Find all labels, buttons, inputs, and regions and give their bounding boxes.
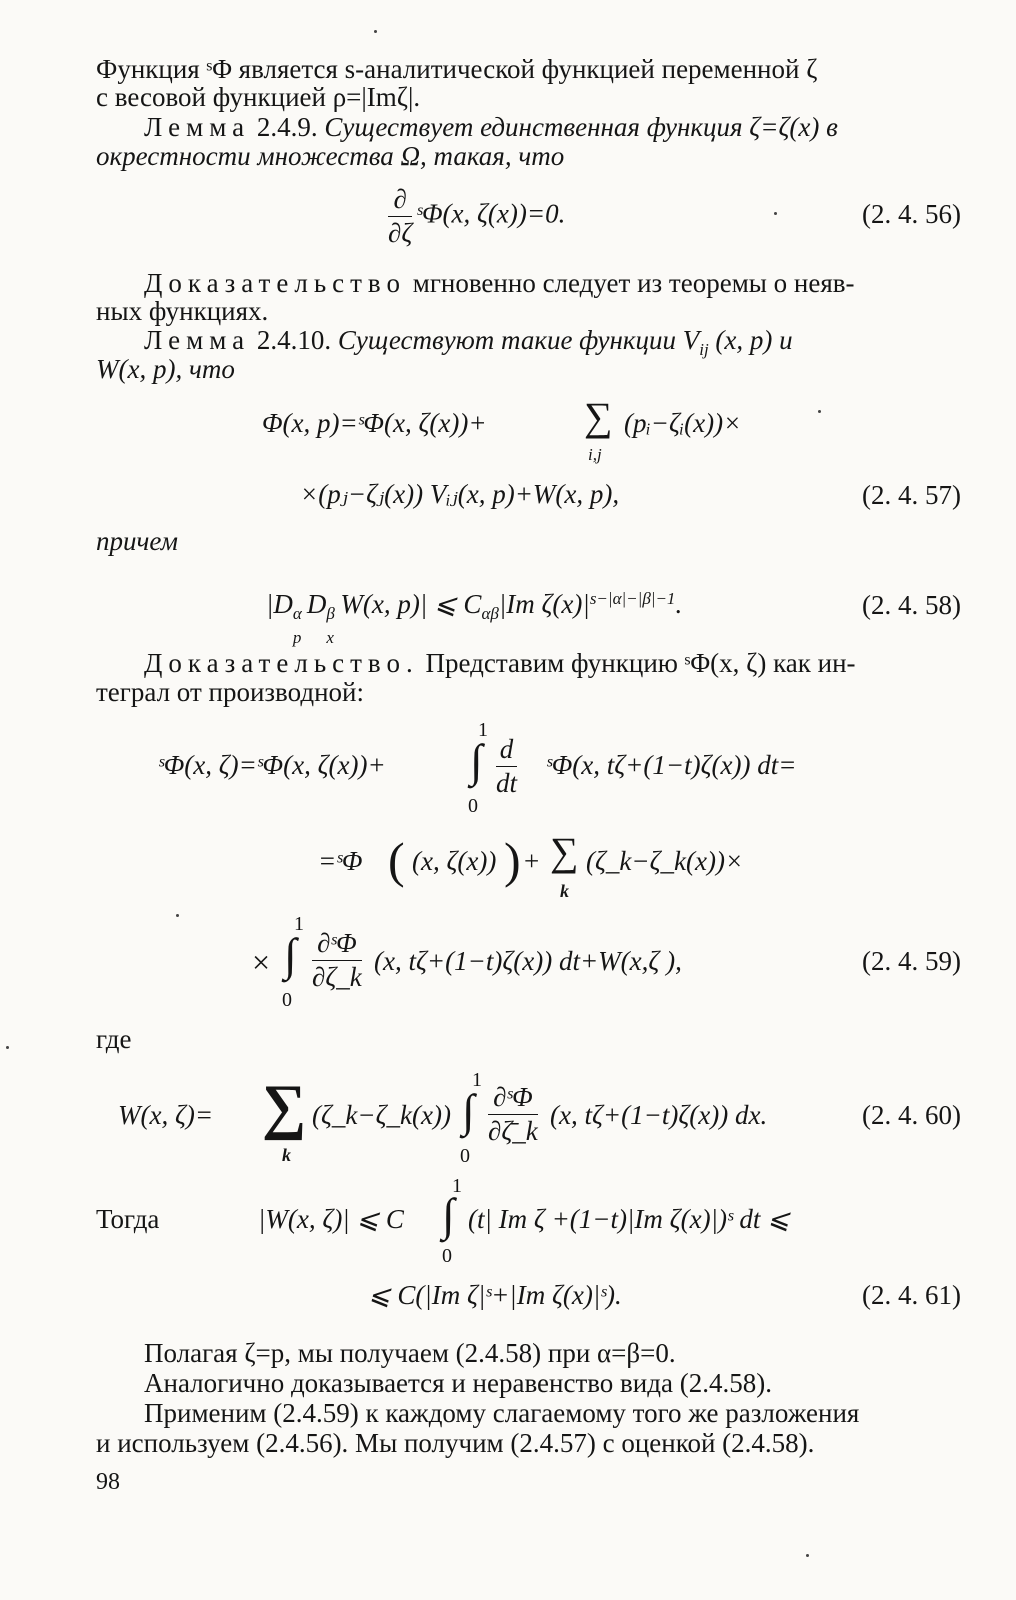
- scan-speck: [818, 410, 821, 413]
- eq-part: D: [306, 589, 327, 619]
- fraction: [496, 736, 517, 797]
- equation-number: (2. 4. 61): [862, 1280, 961, 1310]
- fraction-denominator: ∂ζ̄_k: [488, 1116, 538, 1146]
- page-number: 98: [96, 1469, 120, 1495]
- integral-upper-limit: 1: [294, 913, 304, 935]
- lemma-text-line: W(x, p), что: [96, 354, 235, 384]
- proof-text: мгновенно следует из теоремы о неяв-: [412, 268, 855, 298]
- big-paren-group: [388, 832, 405, 888]
- exponent: s−|α|−|β|−1: [589, 589, 676, 608]
- lemma-number: 2.4.10.: [256, 325, 332, 355]
- equation-2-4-60-mid: (ζ_k−ζ_k(x)): [312, 1100, 451, 1130]
- equation-2-4-57-line-1b: (pᵢ−ζᵢ(x))×: [624, 408, 742, 438]
- fraction: [488, 1084, 538, 1145]
- text-line: Полагая ζ=p, мы получаем (2.4.58) при α=β=0.: [144, 1338, 676, 1368]
- fraction-numerator: ∂ˢΦ: [312, 930, 362, 961]
- fraction: [388, 186, 412, 247]
- equation-2-4-59-line-1b: ˢΦ(x, tζ+(1−t)ζ(x)) dt=: [546, 750, 797, 780]
- proof-label: Доказательство: [144, 268, 406, 298]
- eq-part: |Im ζ(x)|: [498, 589, 590, 619]
- lemma-text: Существует единственная функция ζ=ζ(x) в: [324, 112, 838, 142]
- equation-body: ˢΦ(x, ζ(x))=0.: [416, 198, 566, 229]
- fraction-numerator: ∂ˢΦ: [488, 1084, 538, 1115]
- paren: (: [388, 832, 405, 888]
- proof-1: [144, 270, 855, 297]
- equation-number: (2. 4. 60): [862, 1100, 961, 1130]
- sum-index: i,j: [588, 445, 602, 464]
- fraction-numerator: d: [496, 736, 517, 767]
- eq-part: W(x, p)| ⩽ C: [340, 589, 482, 619]
- lemma-text: Существуют такие функции V: [337, 325, 700, 355]
- equation-2-4-59-line-2a: =ˢΦ: [318, 846, 363, 876]
- equation-2-4-60-lhs: W(x, ζ)=: [118, 1100, 214, 1130]
- equation-number: (2. 4. 56): [862, 199, 961, 229]
- integral-lower-limit: 0: [442, 1245, 452, 1267]
- big-paren-close: ): [504, 832, 521, 888]
- proof-2: [144, 650, 856, 677]
- subscript: x: [326, 628, 334, 647]
- text-line: Функция ˢΦ является s-аналитической функцией переменной ζ: [96, 54, 818, 84]
- text-line: причем: [96, 526, 178, 556]
- equation-2-4-56: [384, 186, 565, 247]
- sum-symbol: ∑: [584, 394, 613, 439]
- text-line: Применим (2.4.59) к каждому слагаемому того же разложения: [144, 1398, 860, 1428]
- subscript: αβ: [481, 604, 499, 623]
- eq-part: |D: [266, 589, 293, 619]
- integral-sign: ∫: [442, 1189, 455, 1240]
- equation-2-4-57-line-2: ×(pⱼ−ζⱼ(x)) Vᵢⱼ(x, p)+W(x, p),: [300, 479, 620, 509]
- sum-index: k: [282, 1145, 291, 1165]
- equation-2-4-61-line-1a: |W(x, ζ)| ⩽ C: [258, 1204, 404, 1234]
- text-line: Аналогично доказывается и неравенство вида (2.4.58).: [144, 1368, 772, 1398]
- equation-2-4-59-line-3b: (x, tζ+(1−t)ζ(x)) dt+W(x,ζ ),: [374, 946, 682, 976]
- scan-speck: [176, 914, 179, 917]
- integral-upper-limit: 1: [478, 719, 488, 741]
- scan-speck: [6, 1046, 9, 1049]
- lemma-number: 2.4.9.: [256, 112, 318, 142]
- equation-number: (2. 4. 59): [862, 946, 961, 976]
- text-line: и используем (2.4.56). Мы получим (2.4.57) с оценкой (2.4.58).: [96, 1428, 815, 1458]
- scan-speck: [374, 30, 377, 33]
- integral-sign: ∫: [470, 735, 483, 786]
- equation-2-4-57-line-1a: Φ(x, p)=ˢΦ(x, ζ(x))+: [262, 408, 487, 438]
- text-line: Тогда: [96, 1204, 160, 1234]
- lemma-2-4-10: [144, 327, 793, 358]
- scan-speck: [806, 1554, 809, 1557]
- integral-upper-limit: 1: [472, 1069, 482, 1091]
- integral-sign: ∫: [462, 1085, 475, 1136]
- times-sign: ×: [252, 944, 271, 980]
- scan-speck: [774, 212, 777, 215]
- text-line: теграл от производной:: [96, 677, 364, 707]
- text-line: где: [96, 1024, 132, 1054]
- lemma-text-line: окрестности множества Ω, такая, что: [96, 141, 565, 171]
- fraction-denominator: ∂ζ: [388, 218, 413, 248]
- fraction: [488, 1084, 538, 1145]
- lemma-2-4-9: [144, 114, 838, 141]
- proof-text: Представим функцию ˢΦ(x, ζ) как ин-: [425, 648, 856, 678]
- equation-2-4-61-line-2: ⩽ C(|Im ζ|ˢ+|Im ζ(x)|ˢ).: [368, 1280, 622, 1310]
- equation-2-4-59-line-1a: ˢΦ(x, ζ)=ˢΦ(x, ζ(x))+: [158, 750, 386, 780]
- integral-sign: ∫: [284, 929, 297, 980]
- equation-number: (2. 4. 57): [862, 480, 961, 510]
- subscript: p: [292, 628, 302, 647]
- fraction-numerator: ∂: [388, 186, 412, 217]
- integral-lower-limit: 0: [468, 795, 478, 817]
- eq-part: .: [675, 589, 683, 619]
- integral-upper-limit: 1: [452, 1175, 462, 1197]
- equation-2-4-59-line-2b: (x, ζ(x)): [412, 846, 497, 876]
- sum-index: k: [560, 881, 569, 901]
- equation-number: (2. 4. 58): [862, 590, 961, 620]
- text-line: ных функциях.: [96, 296, 269, 326]
- fraction-denominator: dt: [496, 768, 518, 798]
- equation-2-4-59-line-2d: (ζ_k−ζ_k(x))×: [586, 846, 744, 876]
- integral-lower-limit: 0: [460, 1145, 470, 1167]
- lemma-subscript: ij: [699, 340, 709, 359]
- fraction: [312, 930, 362, 991]
- lemma-label: Лемма: [144, 325, 251, 355]
- lemma-text: (x, p) и: [715, 325, 793, 355]
- sum-symbol: ∑: [550, 829, 579, 874]
- superscript: α: [292, 604, 302, 623]
- equation-2-4-60-rhs: (x, tζ+(1−t)ζ(x)) dx.: [550, 1100, 768, 1130]
- fraction: [312, 930, 362, 991]
- sum-symbol: ∑: [262, 1073, 307, 1141]
- lemma-label: Лемма: [144, 112, 251, 142]
- equation-2-4-58: [266, 589, 683, 647]
- fraction: [496, 736, 517, 797]
- proof-label: Доказательство.: [144, 648, 419, 678]
- integral-lower-limit: 0: [282, 989, 292, 1011]
- fraction-denominator: ∂ζ_k: [312, 962, 362, 992]
- plus: +: [524, 846, 540, 876]
- equation-2-4-61-line-1b: (t| Im ζ +(1−t)|Im ζ(x)|)ˢ dt ⩽: [468, 1204, 790, 1234]
- text-line: с весовой функцией ρ=|Imζ|.: [96, 82, 421, 112]
- superscript: β: [326, 604, 335, 623]
